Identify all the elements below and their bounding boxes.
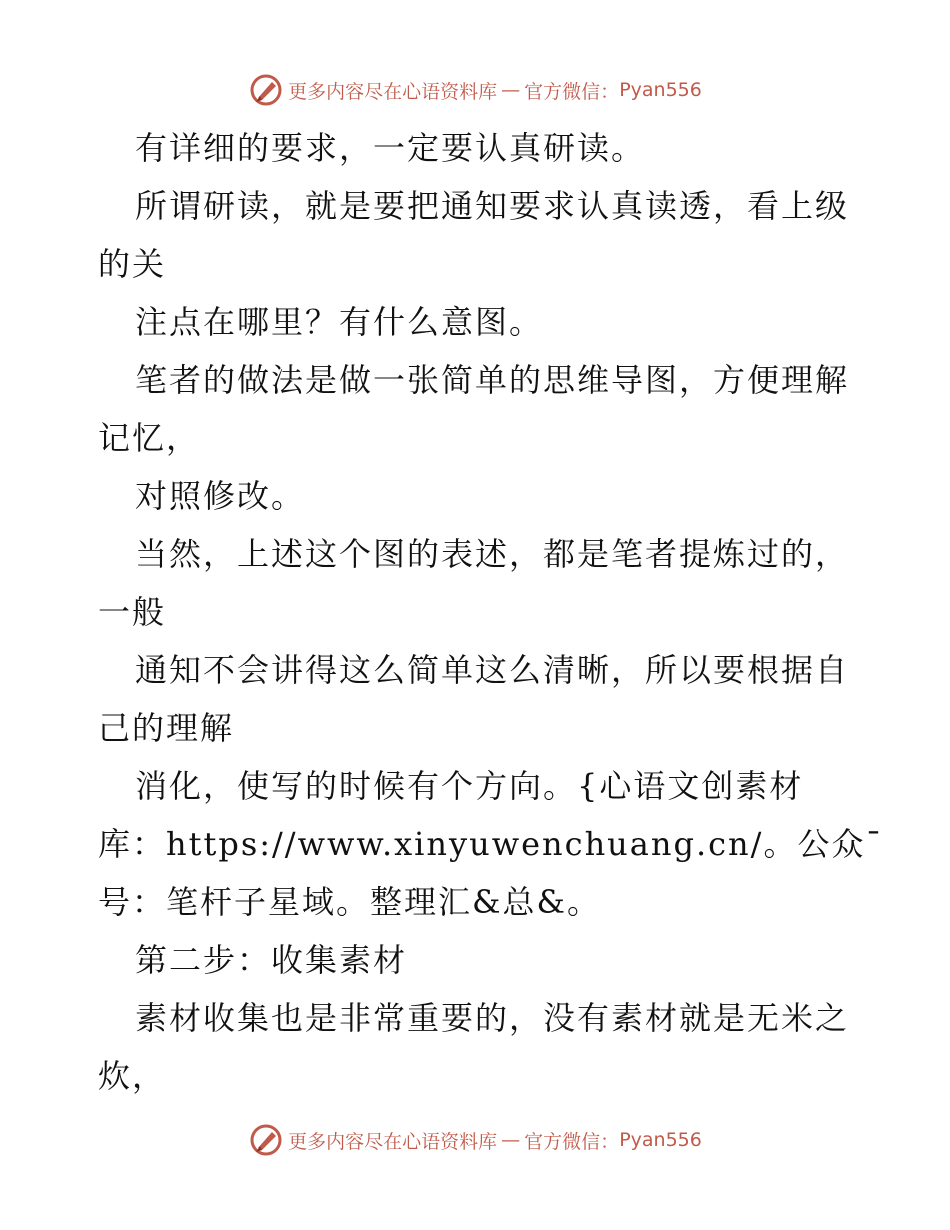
text-line: 当然，上述这个图的表述，都是笔者提炼过的， — [135, 535, 850, 573]
footer-watermark-banner — [0, 1120, 950, 1160]
banner-text: 更多内容尽在心语资料库 — [288, 1130, 498, 1153]
text-line: 素材收集也是非常重要的，没有素材就是无米之 — [135, 999, 850, 1037]
pen-logo-icon — [248, 72, 284, 108]
text-line: 有详细的要求，一定要认真研读。 — [135, 129, 646, 167]
text-line: 消化，使写的时候有个方向。{心语文创素材 — [135, 767, 804, 805]
text-line: 库：https://www.xinyuwenchuang.cn/。公众¯ — [98, 825, 884, 863]
text-line: 通知不会讲得这么简单这么清晰，所以要根据自 — [135, 651, 850, 689]
text-line: 的关 — [98, 245, 167, 283]
text-line: 所谓研读，就是要把通知要求认真读透，看上级 — [135, 187, 850, 225]
banner-wechat-id: Pyan556 — [619, 79, 702, 101]
banner-wechat-label: 官方微信： — [524, 80, 620, 103]
banner-wechat-id: Pyan556 — [619, 1129, 702, 1151]
text-line: 笔者的做法是做一张简单的思维导图，方便理解 — [135, 361, 850, 399]
text-line: 己的理解 — [98, 709, 235, 747]
text-line: 号：笔杆子星域。整理汇&总&。 — [98, 883, 601, 921]
section-heading: 第二步：收集素材 — [135, 941, 408, 979]
banner-separator: — — [501, 79, 521, 101]
text-line: 一般 — [98, 593, 167, 631]
banner-separator: — — [501, 1129, 521, 1151]
text-line: 记忆， — [98, 419, 201, 457]
text-line: 炊， — [98, 1057, 167, 1095]
text-line: 对照修改。 — [135, 477, 306, 515]
banner-wechat-label: 官方微信： — [524, 1130, 620, 1153]
text-line: 注点在哪里？有什么意图。 — [135, 303, 544, 341]
pen-logo-icon — [248, 1122, 284, 1158]
banner-text: 更多内容尽在心语资料库 — [288, 80, 498, 103]
header-watermark-banner — [0, 70, 950, 110]
